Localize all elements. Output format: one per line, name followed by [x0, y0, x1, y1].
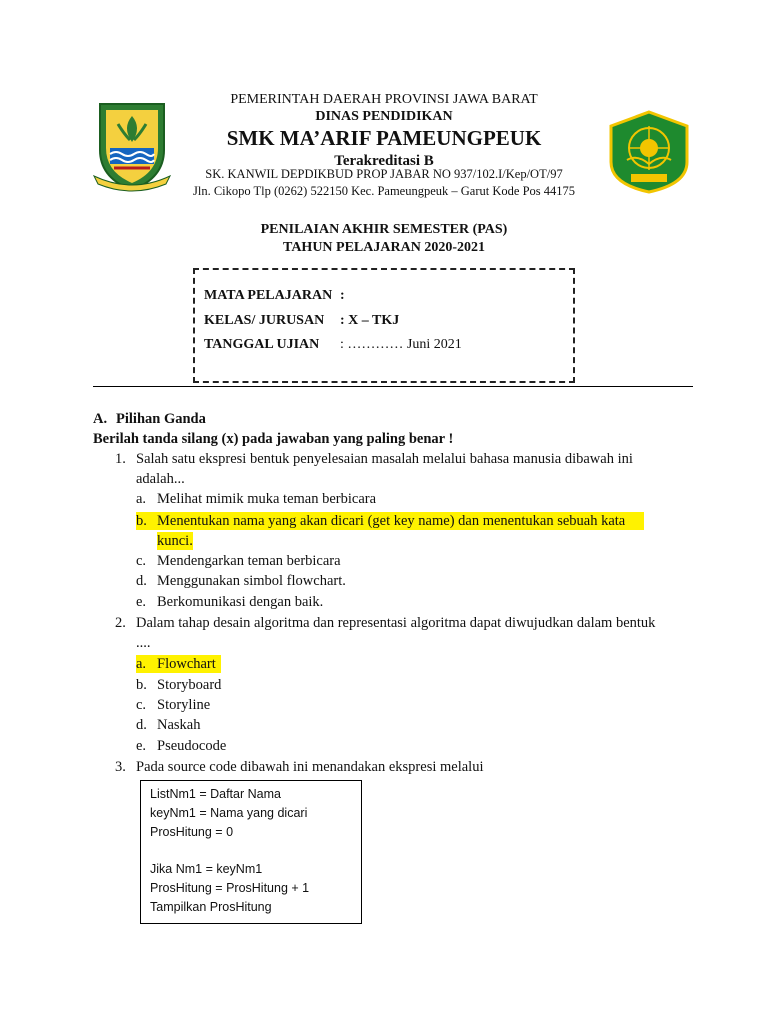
- school-address: Jln. Cikopo Tlp (0262) 522150 Kec. Pameungpeuk – Garut Kode Pos 44175: [192, 184, 576, 198]
- option-text: Pseudocode: [157, 738, 227, 754]
- option-text: Berkomunikasi dengan baik.: [157, 594, 324, 610]
- option-text: Mendengarkan teman berbicara: [157, 553, 341, 569]
- option-text: Storyline: [157, 697, 211, 713]
- option-letter: e.: [136, 738, 147, 754]
- code-line: ProsHitung = ProsHitung + 1: [150, 881, 310, 895]
- header-divider: [93, 386, 693, 387]
- date-row: [204, 337, 462, 353]
- subject-separator: :: [340, 288, 345, 303]
- question-text-cont: ....: [136, 635, 151, 651]
- option-letter-highlighted: b.: [136, 512, 150, 530]
- section-instruction: Berilah tanda silang (x) pada jawaban yang paling benar !: [93, 431, 454, 447]
- section-heading: Pilihan Ganda: [116, 411, 206, 427]
- question-text: Salah satu ekspresi bentuk penyelesaian masalah melalui bahasa manusia dibawah ini: [136, 451, 633, 467]
- question-text-cont: adalah...: [136, 471, 185, 487]
- subject-row: [204, 288, 345, 304]
- option-text: Melihat mimik muka teman berbicara: [157, 491, 377, 507]
- option-text: Flowchart: [157, 656, 216, 672]
- date-value: : ………… Juni 2021: [340, 337, 462, 352]
- question-number: 3.: [115, 759, 126, 775]
- code-line: ProsHitung = 0: [150, 825, 234, 839]
- code-line: keyNm1 = Nama yang dicari: [150, 806, 308, 820]
- question-text: Dalam tahap desain algoritma dan representasi algoritma dapat diwujudkan dalam bentuk: [136, 615, 656, 631]
- option-text-highlighted: [150, 512, 644, 530]
- question-number: 1.: [115, 451, 126, 467]
- government-line: PEMERINTAH DAERAH PROVINSI JAWA BARAT: [230, 92, 538, 107]
- option-text: Storyboard: [157, 677, 222, 693]
- option-letter: d.: [136, 573, 147, 589]
- code-line: Jika Nm1 = keyNm1: [150, 862, 263, 876]
- option-text: Naskah: [157, 717, 201, 733]
- exam-title: PENILAIAN AKHIR SEMESTER (PAS): [260, 222, 508, 237]
- option-letter: a.: [136, 656, 147, 672]
- question-number: 2.: [115, 615, 126, 631]
- subject-label: MATA PELAJARAN: [204, 288, 333, 303]
- option-letter: d.: [136, 717, 147, 733]
- class-row: [204, 313, 399, 329]
- option-letter: c.: [136, 697, 147, 713]
- option-text: Menentukan nama yang akan dicari (get key name) dan menentukan sebuah kata: [157, 513, 626, 529]
- school-name: SMK MA’ARIF PAMEUNGPEUK: [226, 126, 542, 150]
- option-letter: b.: [136, 677, 147, 693]
- option-text-highlighted-cont: kunci.: [157, 533, 193, 549]
- section-letter: A.: [93, 411, 108, 427]
- class-value: : X – TKJ: [340, 313, 400, 328]
- decree-number: SK. KANWIL DEPDIKBUD PROP JABAR NO 937/102.I/Kep/OT/97: [205, 167, 563, 181]
- code-line: ListNm1 = Daftar Nama: [150, 787, 281, 801]
- option-letter: c.: [136, 553, 147, 569]
- option-highlighted: [136, 655, 221, 673]
- exam-year: TAHUN PELAJARAN 2020-2021: [283, 240, 485, 255]
- date-label: TANGGAL UJIAN: [204, 337, 320, 352]
- option-text: Menggunakan simbol flowchart.: [157, 573, 346, 589]
- code-line: Tampilkan ProsHitung: [150, 900, 272, 914]
- option-letter: e.: [136, 594, 147, 610]
- department-line: DINAS PENDIDIKAN: [315, 109, 453, 124]
- option-letter: a.: [136, 491, 147, 507]
- class-label: KELAS/ JURUSAN: [204, 313, 325, 328]
- question-text: Pada source code dibawah ini menandakan ekspresi melalui: [136, 759, 484, 775]
- accreditation: Terakreditasi B: [334, 153, 434, 169]
